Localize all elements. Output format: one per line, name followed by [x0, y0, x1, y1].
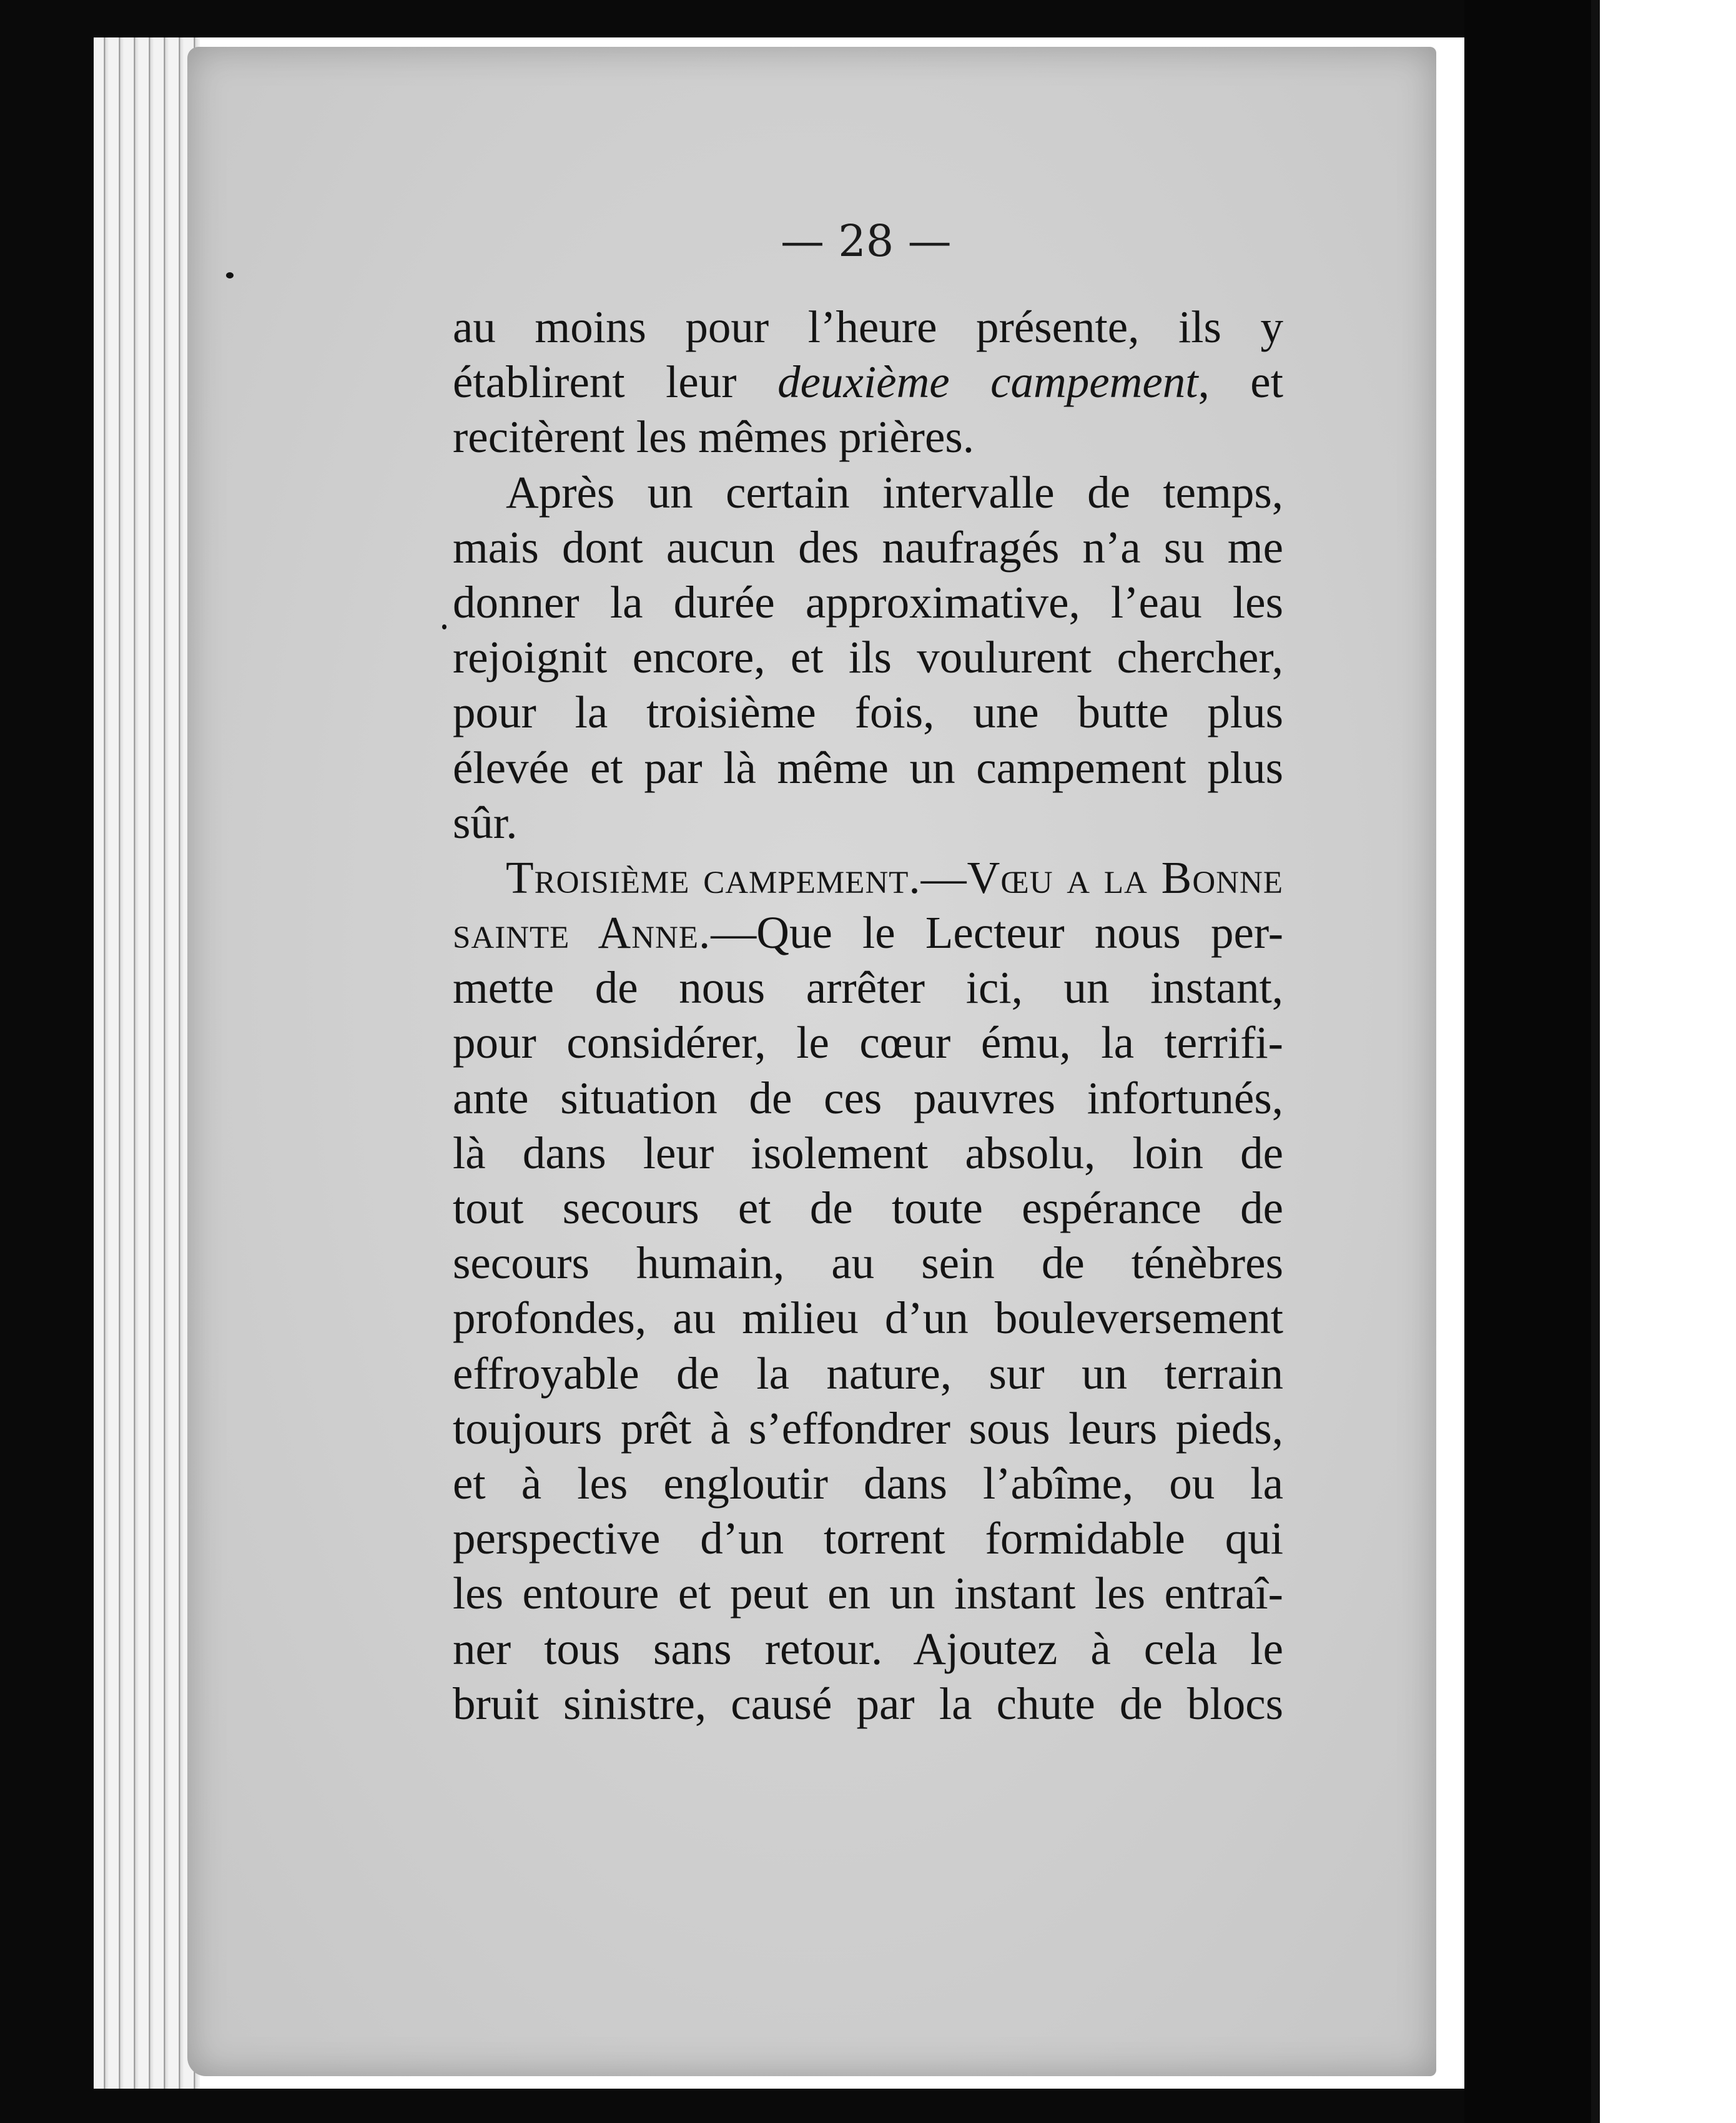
book-gutter: [1464, 0, 1595, 2123]
text-run: —Que le Lecteur nous per-: [711, 907, 1284, 958]
text-line: perspective d’un torrent formidable qui: [453, 1513, 1283, 1564]
text-line: secours humain, au sein de ténèbres: [453, 1238, 1283, 1289]
text-line: profondes, au milieu d’un bouleversement: [453, 1293, 1283, 1344]
book-page-edges: [94, 37, 200, 2089]
text-line: ante situation de ces pauvres infortunés,: [453, 1072, 1283, 1123]
text-run: établirent leur: [453, 357, 778, 408]
text-line: et à les engloutir dans l’abîme, ou la: [453, 1457, 1283, 1509]
scan-speck: [442, 624, 446, 629]
text-line: pour considérer, le cœur ému, la terrifi-: [453, 1017, 1283, 1068]
italic-run: deuxième campement: [777, 357, 1198, 408]
body-text: [453, 300, 1283, 1731]
facing-page-edge: [1591, 0, 1736, 2123]
section-heading-continued: sainte Anne.: [453, 907, 711, 958]
text-line: au moins pour l’heure présente, ils y: [453, 302, 1283, 352]
text-line: [453, 355, 1283, 410]
section-heading: Troisième campement.—Vœu a la Bonne: [506, 852, 1283, 903]
text-line: les entoure et peut en un instant les entraî-: [453, 1568, 1283, 1619]
text-line: [453, 905, 1283, 960]
scan-background-left: [0, 0, 94, 2123]
text-line: bruit sinistre, causé par la chute de blocs: [453, 1678, 1283, 1729]
text-line: donner la durée approximative, l’eau les: [453, 576, 1283, 628]
scan-speck: [226, 272, 234, 278]
paragraph: [453, 850, 1283, 1731]
text-line: toujours prêt à s’effondrer sous leurs pieds,: [453, 1402, 1283, 1454]
text-line: sûr.: [453, 797, 518, 848]
page-number: — 28 —: [781, 215, 952, 267]
text-line: élevée et par là même un campement plus: [453, 742, 1283, 793]
text-line: pour la troisième fois, une butte plus: [453, 687, 1283, 738]
paragraph: [453, 465, 1283, 850]
text-line: rejoignit encore, et ils voulurent chercher,: [453, 632, 1283, 683]
text-line: Après un certain intervalle de temps,: [506, 466, 1283, 518]
text-line: recitèrent les mêmes prières.: [453, 411, 975, 463]
text-line: effroyable de la nature, sur un terrain: [453, 1347, 1283, 1399]
scan-background-bottom: [94, 2089, 1592, 2123]
text-line: là dans leur isolement absolu, loin de: [453, 1127, 1283, 1178]
text-line: mette de nous arrêter ici, un instant,: [453, 962, 1283, 1013]
scan-background-top: [94, 0, 1592, 37]
text-run: , et: [1198, 357, 1283, 408]
text-line: mais dont aucun des naufragés n’a su me: [453, 521, 1283, 573]
text-line: tout secours et de toute espérance de: [453, 1183, 1283, 1233]
paragraph: [453, 300, 1283, 465]
text-line: ner tous sans retour. Ajoutez à cela le: [453, 1623, 1283, 1674]
